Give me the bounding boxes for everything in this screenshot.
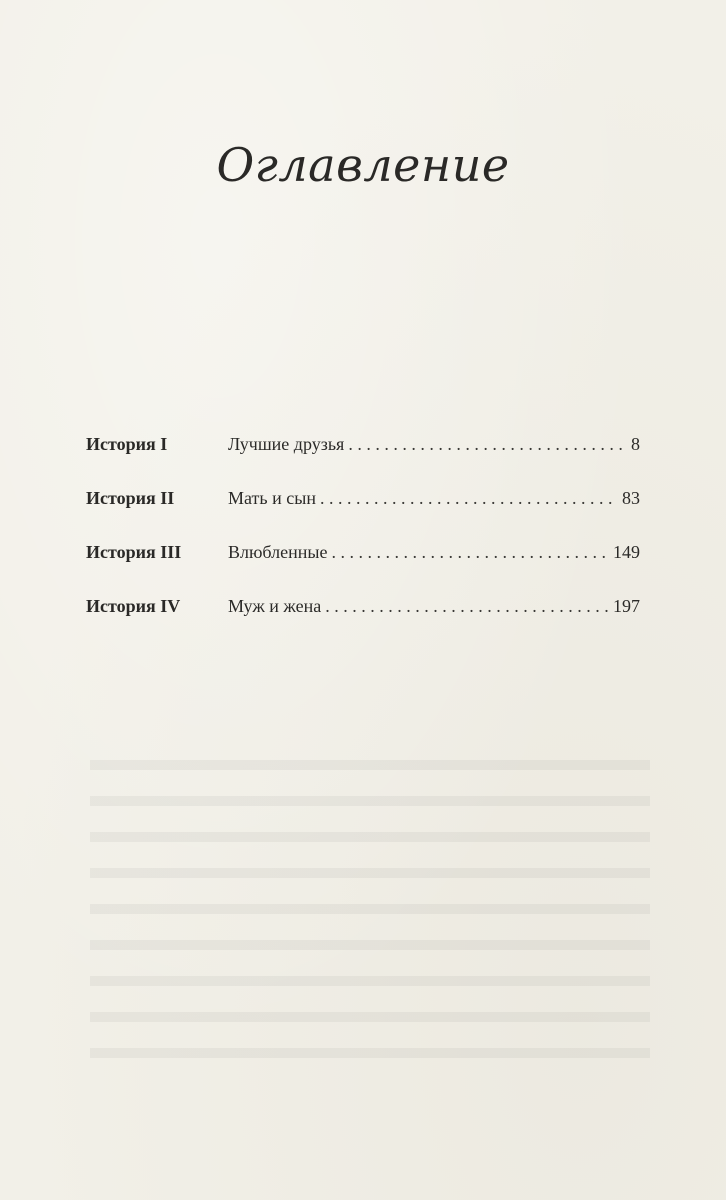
- toc-entry-2: [86, 488, 640, 542]
- toc-entry-1: [86, 434, 640, 488]
- toc-entry-body: [228, 542, 640, 563]
- toc-entry-4: [86, 596, 640, 650]
- page-title: Оглавление: [216, 138, 510, 192]
- toc-entry-body: [228, 434, 640, 455]
- toc-story-label: История I: [86, 434, 168, 454]
- toc-page-number: 83: [622, 488, 640, 508]
- toc-entry-3: [86, 542, 640, 596]
- bleed-through-text: [90, 760, 650, 1060]
- toc-entry-title: Мать и сын: [228, 488, 316, 508]
- toc-entry-title: Муж и жена: [228, 596, 322, 616]
- toc-entry-body: [228, 596, 640, 617]
- dot-leader: [348, 434, 627, 455]
- toc-story-label: История II: [86, 488, 175, 508]
- toc-story-label: История III: [86, 542, 182, 562]
- table-of-contents: [86, 434, 640, 650]
- toc-entry-title: Влюбленные: [228, 542, 328, 562]
- dot-leader: [325, 596, 609, 617]
- dot-leader: [331, 542, 609, 563]
- toc-page-number: 197: [613, 596, 640, 616]
- toc-story-label: История IV: [86, 596, 181, 616]
- toc-page-number: 8: [631, 434, 640, 454]
- toc-page-number: 149: [613, 542, 640, 562]
- toc-entry-title: Лучшие друзья: [228, 434, 345, 454]
- dot-leader: [320, 488, 618, 509]
- toc-entry-body: [228, 488, 640, 509]
